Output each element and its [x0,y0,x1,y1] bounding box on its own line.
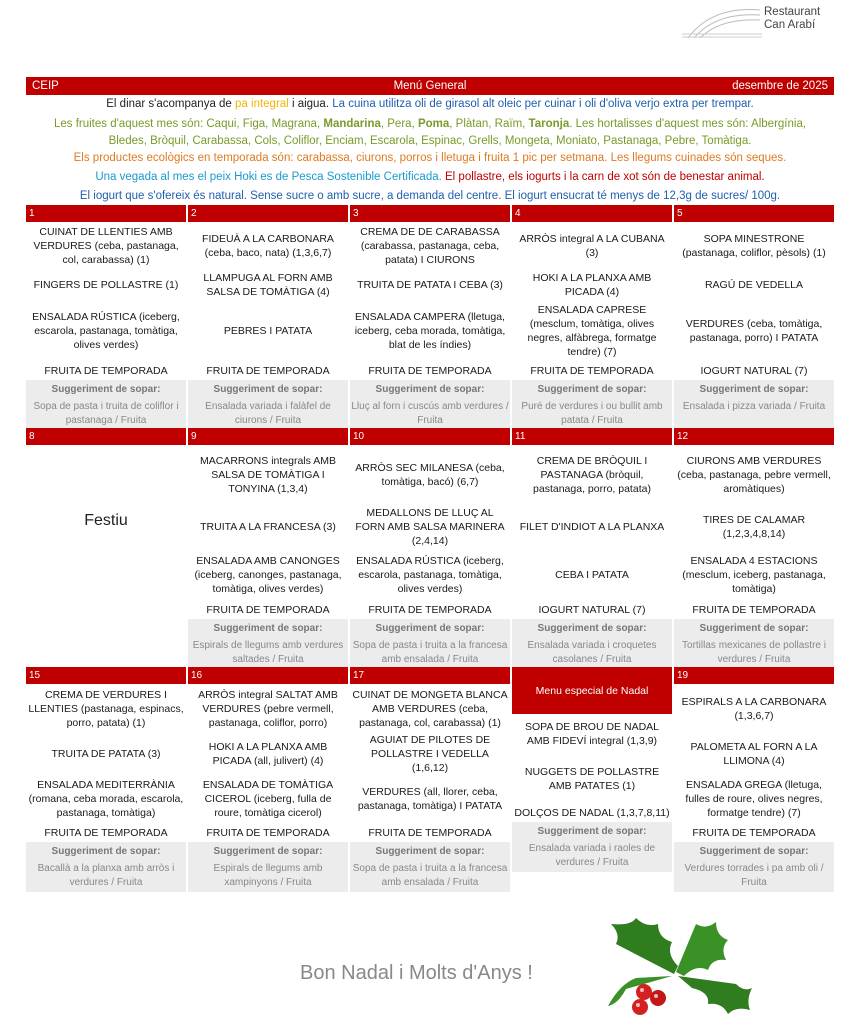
info-line-bread [26,96,834,113]
dessert-item: FRUITA DE TEMPORADA [692,827,816,839]
dessert-item: DOLÇOS DE NADAL (1,3,7,8,11) [514,807,670,819]
dessert-item: FRUITA DE TEMPORADA [44,365,168,377]
dinner-suggestion [26,380,186,428]
header-title: Menú General [393,80,467,92]
dish-item: ENSALADA DE TOMÀTIGA CICEROL (iceberg, fulla de roure, tomàtiga cicerol) [202,779,334,819]
dinner-suggestion-text: Ensalada variada i raoles de verdures / Fruita [528,843,656,868]
day-number: 5 [674,205,834,222]
dessert-item: FRUITA DE TEMPORADA [368,827,492,839]
dinner-suggestion-text: Sopa de pasta i truita a la francesa amb ensalada / Fruita [352,640,508,665]
info-whole-bread: pa integral [235,98,289,110]
dish-item: PALOMETA AL FORN A LA LLIMONA (4) [690,741,818,767]
holiday-label: Festiu [84,512,128,529]
dinner-suggestion-title: Suggeriment de sopar: [375,384,485,395]
dish-item: NUGGETS DE POLLASTRE AMB PATATES (1) [524,766,660,792]
day-number: 2 [188,205,348,222]
dish-item: ENSALADA GREGA (lletuga, fulles de roure, olives negres, formatge tendre) (7) [685,779,823,819]
dish-item: CUINAT DE LLENTIES AMB VERDURES (ceba, pastanaga, col, carabassa) (1) [33,226,179,266]
header-school: CEIP [32,80,59,92]
dish-item: SOPA MINESTRONE (pastanaga, coliflor, pèsols) (1) [682,233,826,259]
dinner-suggestion-title: Suggeriment de sopar: [699,846,809,857]
dish-item: CREMA DE VERDURES I LLENTIES (pastanaga, espinacs, porro, patata) (1) [28,689,184,729]
dinner-suggestion [26,842,186,892]
dinner-suggestion [512,619,672,667]
day-cell [674,667,834,892]
menu-header-bar [26,77,834,95]
dish-item: CIURONS AMB VERDURES (ceba, pastanaga, pebre vermell, aromàtiques) [677,455,831,495]
dessert-item: FRUITA DE TEMPORADA [368,365,492,377]
dish-item: ENSALADA 4 ESTACIONS (mesclum, iceberg, pastanaga, tomàtiga) [682,555,826,595]
christmas-special-banner: Menu especial de Nadal [512,667,672,714]
dish-item: CEBA I PATATA [555,569,629,581]
week-row [26,428,834,667]
dish-item: CREMA DE BRÒQUIL I PASTANAGA (bròquil, pastanaga, porro, patata) [533,455,651,495]
dinner-suggestion [674,380,834,428]
day-number: 8 [26,428,186,445]
dish-item: ESPIRALS A LA CARBONARA (1,3,6,7) [681,696,827,722]
day-cell [188,428,348,667]
dinner-suggestion-title: Suggeriment de sopar: [537,623,647,634]
info-bold: Mandarina [323,118,381,130]
dinner-suggestion-title: Suggeriment de sopar: [699,384,809,395]
dish-item: ENSALADA MEDITERRÀNIA (romana, ceba morada, escarola, pastanaga, tomàtiga) [28,779,184,819]
info-text: El dinar s'acompanya de [106,98,236,110]
day-cell [512,667,672,892]
dinner-suggestion [512,380,672,428]
dish-item: VERDURES (all, llorer, ceba, pastanaga, tomàtiga) I PATATA [357,786,503,812]
dinner-suggestion-text: Espirals de llegums amb verdures saltades / Fruita [192,640,344,665]
dinner-suggestion [512,822,672,872]
dinner-suggestion-text: Tortillas mexicanes de pollastre i verdures / Fruita [682,640,826,665]
dessert-item: FRUITA DE TEMPORADA [206,827,330,839]
dinner-suggestion-title: Suggeriment de sopar: [537,384,647,395]
day-cell [188,667,348,892]
dessert-item: FRUITA DE TEMPORADA [530,365,654,377]
info-text: . Les hortalisses d'aquest mes són: Albergínia, [569,118,807,130]
dinner-suggestion-text: Bacallà a la planxa amb arròs i verdures / Fruita [37,863,175,888]
dish-item: VERDURES (ceba, tomàtiga, pastanaga, porro) I PATATA [685,318,823,344]
dinner-suggestion-title: Suggeriment de sopar: [375,623,485,634]
day-number: 15 [26,667,186,684]
dish-item: FIDEUÀ A LA CARBONARA (ceba, baco, nata) (1,3,6,7) [202,233,334,259]
day-cell [512,428,672,667]
dish-item: ARRÒS SEC MILANESA (ceba, tomàtiga, bacó) (6,7) [355,462,505,488]
day-cell [26,205,186,428]
day-number: 16 [188,667,348,684]
day-cell [26,667,186,892]
info-text: , Pera, [380,118,418,130]
dinner-suggestion-title: Suggeriment de sopar: [213,623,323,634]
dish-item: ENSALADA CAPRESE (mesclum, tomàtiga, olives negres, alfàbrega, formatge tendre) (7) [527,304,657,358]
dinner-suggestion [188,380,348,428]
logo-arches-icon [682,4,772,40]
week-row [26,667,834,892]
dinner-suggestion-title: Suggeriment de sopar: [699,623,809,634]
info-bold: Taronja [528,118,570,130]
info-bold: Poma [417,118,450,130]
dessert-item: FRUITA DE TEMPORADA [368,604,492,616]
dinner-suggestion-title: Suggeriment de sopar: [537,826,647,837]
dinner-suggestion-title: Suggeriment de sopar: [213,846,323,857]
dessert-item: FRUITA DE TEMPORADA [44,827,168,839]
dinner-suggestion [674,619,834,667]
day-cell [350,667,510,892]
holly-icon [596,914,756,1019]
info-oil: La cuina utilitza oli de girasol alt oleic per cuinar i oli d'oliva verjo extra per trempar. [332,98,754,110]
dish-item: ENSALADA RÚSTICA (iceberg, escarola, pastanaga, tomàtiga, olives verdes) [356,555,504,595]
dessert-item: IOGURT NATURAL (7) [538,604,646,616]
dish-item: TRUITA DE PATATA (3) [51,748,161,760]
dish-item: ENSALADA AMB CANONGES (iceberg, canonges, pastanaga, tomàtiga, olives verdes) [194,555,342,595]
day-cell [350,428,510,667]
info-text: , Plàtan, Raïm, [449,118,529,130]
dish-item: MEDALLONS DE LLUÇ AL FORN AMB SALSA MARINERA (2,4,14) [355,507,505,547]
day-number: 19 [674,667,834,684]
day-cell [674,428,834,667]
day-cell [512,205,672,428]
dish-item: FILET D'INDIOT A LA PLANXA [519,521,665,533]
brand-line2: Can Arabí [764,19,816,31]
dish-item: CREMA DE DE CARABASSA (carabassa, pastanaga, ceba, patata) I CIURONS [360,226,500,266]
dish-item: ARRÒS integral SALTAT AMB VERDURES (pebre vermell, pastanaga, coliflor, porro) [198,689,338,729]
dinner-suggestion [674,842,834,892]
dessert-item: FRUITA DE TEMPORADA [206,365,330,377]
week-row [26,205,834,428]
day-number: 17 [350,667,510,684]
dish-item: TIRES DE CALAMAR (1,2,3,4,8,14) [702,514,806,540]
dish-item: PEBRES I PATATA [223,325,313,337]
dish-item: TRUITA DE PATATA I CEBA (3) [357,279,503,291]
dish-item: ENSALADA RÚSTICA (iceberg, escarola, pastanaga, tomàtiga, olives verdes) [32,311,180,351]
dinner-suggestion-title: Suggeriment de sopar: [51,384,161,395]
info-text: Les fruites d'aquest mes són: Caqui, Figa, Magrana, [53,118,324,130]
day-cell [26,428,186,667]
menu-grid [26,205,834,892]
info-fish-text: Una vegada al mes el peix Hoki es de Pesca Sostenible Certificada. [95,171,446,183]
dish-item: MACARRONS integrals AMB SALSA DE TOMÀTIGA I TONYINA (1,3,4) [200,455,336,495]
dinner-suggestion-text: Sopa de pasta i truita de coliflor i pastanaga / Fruita [33,401,179,426]
dish-item: LLAMPUGA AL FORN AMB SALSA DE TOMÀTIGA (4) [203,272,333,298]
dish-item: CUINAT DE MONGETA BLANCA AMB VERDURES (ceba, pastanaga, col, carabassa) (1) [352,689,508,729]
day-cell [674,205,834,428]
dinner-suggestion-text: Ensalada i pizza variada / Fruita [682,401,826,412]
day-cell [188,205,348,428]
day-number: 1 [26,205,186,222]
day-number: 10 [350,428,510,445]
day-number: 3 [350,205,510,222]
dinner-suggestion-title: Suggeriment de sopar: [375,846,485,857]
dinner-suggestion [350,619,510,667]
dish-item: SOPA DE BROU DE NADAL AMB FIDEVÍ integral (1,3,9) [524,721,659,747]
dinner-suggestion-text: Ensalada variada i falàfel de ciurons / Fruita [205,401,331,426]
dinner-suggestion [188,619,348,667]
info-text: i aigua. [288,98,333,110]
day-cell [350,205,510,428]
dish-item: HOKI A LA PLANXA AMB PICADA (all, julivert) (4) [208,741,328,767]
header-month: desembre de 2025 [732,80,828,92]
info-eco: Els productes ecològics en temporada són: carabassa, ciurons, porros i lletuga i fruita 1 pic per setmana. Les llegums cuinades són seques. [73,152,787,164]
info-fish [26,169,834,186]
dinner-suggestion-title: Suggeriment de sopar: [51,846,161,857]
info-fruits [26,116,834,150]
dessert-item: FRUITA DE TEMPORADA [692,604,816,616]
info-animal-welfare: El pollastre, els iogurts i la carn de xot són de benestar animal. [445,171,765,183]
dinner-suggestion [350,842,510,892]
dinner-suggestion-text: Verdures torrades i pa amb oli / Fruita [684,863,824,888]
restaurant-logo [682,4,832,40]
dinner-suggestion-text: Espirals de llegums amb xampinyons / Fruita [213,863,323,888]
day-number: 4 [512,205,672,222]
dinner-suggestion-text: Ensalada variada i croquetes casolanes / Fruita [527,640,657,665]
dish-item: TRUITA A LA FRANCESA (3) [200,521,336,533]
dessert-item: IOGURT NATURAL (7) [700,365,808,377]
dessert-item: FRUITA DE TEMPORADA [206,604,330,616]
day-number: 11 [512,428,672,445]
dinner-suggestion-title: Suggeriment de sopar: [213,384,323,395]
dinner-suggestion-text: Lluç al forn i cuscús amb verdures / Fruita [351,401,509,426]
dish-item: RAGÚ DE VEDELLA [704,279,804,291]
day-number: 9 [188,428,348,445]
brand-line1: Restaurant [764,6,821,18]
dinner-suggestion [350,380,510,428]
dinner-suggestion [188,842,348,892]
day-number: 12 [674,428,834,445]
dish-item: AGUIAT DE PILOTES DE POLLASTRE I VEDELLA (1,6,12) [369,734,491,774]
dish-item: ENSALADA CAMPERA (lletuga, iceberg, ceba morada, tomàtiga, blat de les índies) [354,311,506,351]
dish-item: HOKI A LA PLANXA AMB PICADA (4) [532,272,652,298]
info-yogurt: El iogurt que s'ofereix és natural. Sense sucre o amb sucre, a demanda del centre. El iogurt ensucrat té menys de 12,3g de sucres/ 100g. [79,190,781,202]
dinner-suggestion-text: Puré de verdures i ou bullit amb patata / Fruita [521,401,663,426]
dish-item: ARRÒS integral A LA CUBANA (3) [519,233,665,259]
footer-greeting: Bon Nadal i Molts d'Anys ! [300,962,533,984]
dish-item: FINGERS DE POLLASTRE (1) [33,279,179,291]
info-vegetables: Bledes, Bròquil, Carabassa, Cols, Coliflor, Enciam, Escarola, Espinac, Grells, Mongeta, Moniato, Pastanaga, Pebre, Tomàtiga. [108,135,752,147]
dinner-suggestion-text: Sopa de pasta i truita a la francesa amb ensalada / Fruita [352,863,508,888]
